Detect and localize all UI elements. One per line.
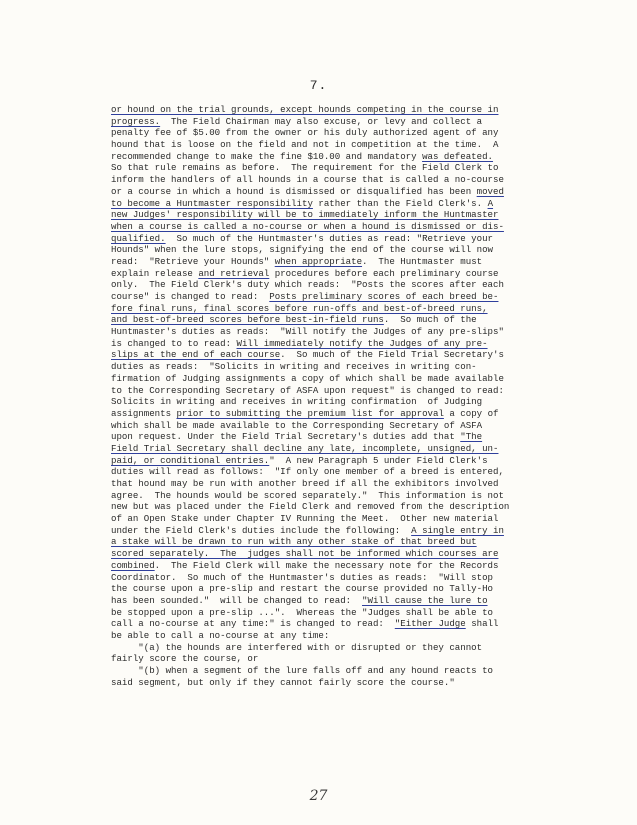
text-segment: . The Huntmaster must — [362, 255, 483, 267]
text-line — [111, 139, 536, 151]
underlined-text: when a course is called a no-course or when a hound is dismissed or dis- — [111, 220, 504, 232]
text-segment: . So much of the — [383, 314, 477, 326]
text-segment: read: "Retrieve your Hounds" — [111, 255, 275, 267]
text-segment: under the Field Clerk's duties include the following: — [111, 524, 412, 536]
text-line — [111, 677, 536, 689]
text-line — [111, 572, 536, 584]
text-line — [111, 455, 536, 467]
text-segment: hound that is loose on the field and not in competition at the time. A — [111, 139, 499, 151]
text-line — [111, 338, 536, 350]
text-line — [111, 279, 536, 291]
text-segment: assignments — [111, 407, 177, 419]
text-line — [111, 385, 536, 397]
underlined-text: slips at the end of each course — [111, 349, 281, 361]
text-line — [111, 221, 536, 233]
text-segment: shall — [465, 618, 499, 630]
text-line — [111, 127, 536, 139]
text-line — [111, 408, 536, 420]
underlined-text: and retrieval — [198, 267, 270, 279]
text-line — [111, 326, 536, 338]
underlined-text: paid, or conditional entries. — [111, 454, 270, 466]
text-segment: . The Field Clerk will make the necessary note for the Records — [154, 559, 499, 571]
text-segment: has been sounded." will be changed to read: — [111, 594, 363, 606]
underlined-text: A — [487, 197, 494, 209]
text-line — [111, 174, 536, 186]
text-segment: call a no-course at any time:" is changed to read: — [111, 618, 395, 630]
text-segment: procedures before each preliminary course — [269, 267, 499, 279]
text-line — [111, 653, 536, 665]
underlined-text: to become a Huntmaster responsibility — [111, 197, 313, 209]
text-segment: be stopped upon a pre-slip ...". Whereas the "Judges shall be able to — [111, 606, 493, 618]
text-segment: explain release — [111, 267, 199, 279]
underlined-text: new Judges' responsibility will be to immediately inform the Huntmaster — [111, 209, 499, 221]
handwritten-page-number: 27 — [309, 788, 328, 804]
text-line — [111, 209, 536, 221]
text-line — [111, 162, 536, 174]
text-segment: said segment, but only if they cannot fairly score the course." — [111, 676, 455, 688]
text-segment: that hound may be run with another breed if all the exhibitors involved — [111, 478, 499, 489]
text-segment: penalty fee of $5.00 from the owner or his duly authorized agent of any — [111, 127, 499, 139]
text-segment: "(a) the hounds are interfered with or disrupted or they cannot — [111, 641, 483, 653]
text-segment: firmation of Judging assignments a copy of which shall be made available — [111, 372, 504, 384]
text-line — [111, 256, 536, 268]
page-number: 7. — [309, 78, 328, 93]
text-segment: which shall be made available to the Corresponding Secretary of ASFA — [111, 419, 483, 431]
text-line — [111, 478, 536, 490]
text-segment: or a course in which a hound is dismissed or disqualified has been — [111, 185, 477, 197]
text-line — [111, 630, 536, 642]
text-line — [111, 314, 536, 326]
text-line — [111, 466, 536, 478]
text-line — [111, 431, 536, 443]
text-segment: be able to call a no-course at any time: — [111, 629, 330, 641]
text-segment: recommended change to make the fine $10.00 and mandatory — [111, 150, 423, 162]
text-line — [111, 420, 536, 432]
text-segment: to the Corresponding Secretary of ASFA upon request" is changed to read: — [111, 384, 504, 396]
text-line — [111, 490, 536, 502]
text-segment: only. The Field Clerk's duty which reads: "Posts the scores after each — [111, 279, 504, 291]
text-line — [111, 525, 536, 537]
text-segment: " A new Paragraph 5 under Field Clerk's — [269, 454, 488, 466]
text-segment: The Field Chairman may also excuse, or levy and collect a — [160, 115, 483, 127]
text-segment: "(b) when a segment of the lure falls off and any hound reacts to — [111, 665, 493, 676]
underlined-text: when appropriate — [274, 255, 363, 267]
text-line — [111, 244, 536, 256]
text-line — [111, 186, 536, 198]
underlined-text: and best-of-breed scores before best-in-field runs — [111, 314, 384, 326]
text-line — [111, 198, 536, 210]
underlined-text: "The — [460, 431, 483, 443]
text-line — [111, 361, 536, 373]
text-segment: Solicits in writing and receives in writing confirmation of Judging — [111, 396, 483, 408]
text-segment: duties as reads: "Solicits in writing and receives in writing con- — [111, 361, 477, 373]
underlined-text: or hound on the trial grounds, except hounds competing in the course in — [111, 104, 499, 115]
body-text — [111, 104, 536, 688]
text-line — [111, 583, 536, 595]
text-segment: upon request. Under the Field Trial Secretary's duties add that — [111, 431, 461, 443]
text-line — [111, 548, 536, 560]
text-line — [111, 665, 536, 677]
text-line — [111, 513, 536, 525]
underlined-text: fore final runs, final scores before run-offs and best-of-breed runs, — [111, 302, 488, 314]
underlined-text: Will immediately notify the Judges of any pre- — [236, 337, 488, 349]
text-line — [111, 501, 536, 513]
text-line — [111, 536, 536, 548]
underlined-text: A single entry in — [411, 524, 504, 536]
text-line — [111, 268, 536, 280]
text-segment: Coordinator. So much of the Huntmaster's duties as reads: "Will stop — [111, 571, 493, 583]
text-line — [111, 443, 536, 455]
text-line — [111, 303, 536, 315]
text-line — [111, 291, 536, 303]
underlined-text: "Either Judge — [394, 618, 466, 630]
text-segment: So that rule remains as before. The requirement for the Field Clerk to — [111, 162, 499, 174]
text-segment: Huntmaster's duties as reads: "Will notify the Judges of any pre-slips" — [111, 326, 504, 338]
text-segment: the course upon a pre-slip and restart the course provided no Tally-Ho — [111, 583, 493, 595]
text-line — [111, 642, 536, 654]
text-segment: Hounds" when the lure stops, signifying the end of the course will now — [111, 244, 493, 256]
text-segment: is changed to to read: — [111, 337, 237, 349]
text-segment: rather than the Field Clerk's. — [312, 197, 488, 209]
underlined-text: moved — [476, 185, 504, 197]
text-segment: So much of the Huntmaster's duties as read: "Retrieve your — [165, 232, 494, 244]
text-line — [111, 116, 536, 128]
underlined-text: "Will cause the lure to — [362, 594, 488, 606]
underlined-text: Field Trial Secretary shall decline any late, incomplete, unsigned, un- — [111, 442, 499, 454]
text-line — [111, 607, 536, 619]
text-line — [111, 349, 536, 361]
text-line — [111, 595, 536, 607]
text-segment: agree. The hounds would be scored separately." This information is not — [111, 489, 504, 501]
underlined-text: a stake will be drawn to run with any other stake of that breed but — [111, 536, 477, 548]
text-line — [111, 560, 536, 572]
text-line — [111, 151, 536, 163]
text-line — [111, 233, 536, 245]
text-line — [111, 373, 536, 385]
text-segment: of an Open Stake under Chapter IV Running the Meet. Other new material — [111, 513, 499, 525]
underlined-text: progress. — [111, 115, 161, 127]
text-segment: inform the handlers of all hounds in a course that is called a no-course — [111, 174, 504, 186]
text-line — [111, 618, 536, 630]
underlined-text: qualified. — [111, 232, 166, 244]
underlined-text: was defeated. — [422, 150, 494, 162]
text-line — [111, 104, 536, 116]
text-segment: course" is changed to read: — [111, 291, 270, 302]
underlined-text: combined — [111, 559, 155, 571]
text-segment: . So much of the Field Trial Secretary's — [280, 349, 504, 361]
text-line — [111, 396, 536, 408]
underlined-text: scored separately. The judges shall not be informed which courses are — [111, 548, 499, 560]
text-segment: duties will read as follows: "If only one member of a breed is entered, — [111, 466, 504, 478]
text-segment: new but was placed under the Field Clerk and removed from the description — [111, 501, 510, 513]
underlined-text: prior to submitting the premium list for approval — [176, 407, 444, 419]
text-segment: fairly score the course, or — [111, 653, 259, 665]
underlined-text: Posts preliminary scores of each breed be- — [269, 291, 499, 302]
text-segment: a copy of — [443, 407, 499, 419]
